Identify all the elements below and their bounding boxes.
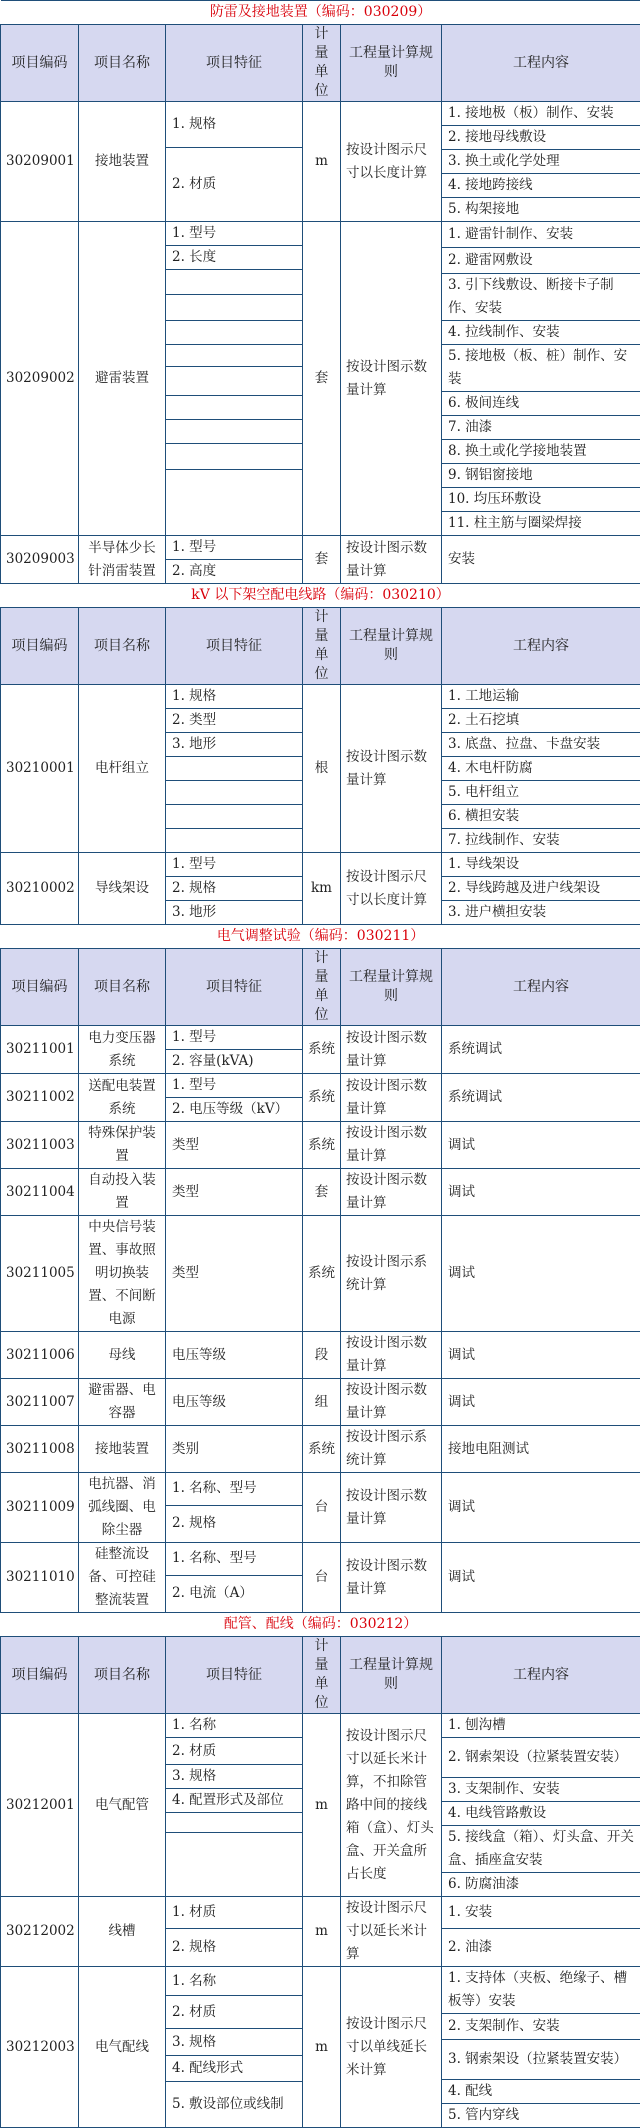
item-code: 30209001 xyxy=(1,102,79,222)
feature-cell xyxy=(166,270,303,295)
work-content-cell: 6. 极间连线 xyxy=(442,392,640,416)
work-content-cell: 4. 电线管路敷设 xyxy=(442,1802,640,1826)
table-row xyxy=(1,1216,640,1332)
item-rule: 按设计图示数量计算 xyxy=(341,1122,442,1169)
feature-cell xyxy=(166,396,303,420)
feature-cell xyxy=(166,1813,303,1833)
header-rule: 工程量计算规则 xyxy=(341,25,442,102)
item-code: 30211004 xyxy=(1,1169,79,1216)
work-content-cell: 9. 钢铝窗接地 xyxy=(442,464,640,488)
work-content-cell: 5. 接地极（板、桩）制作、安装 xyxy=(442,345,640,392)
feature-cell xyxy=(166,367,303,396)
work-content-cell: 1. 支持体（夹板、绝缘子、槽板等）安装 xyxy=(442,1967,640,2014)
feature-cell: 2. 材质 xyxy=(166,1996,303,2029)
feature-cell: 1. 型号 xyxy=(166,853,303,877)
feature-cell: 2. 长度 xyxy=(166,246,303,270)
item-unit: m xyxy=(303,1714,341,1897)
feature-cell: 2. 电流（A） xyxy=(166,1575,303,1613)
work-content-cell: 2. 避雷网敷设 xyxy=(442,248,640,274)
item-name: 避雷器、电容器 xyxy=(79,1379,166,1426)
work-content-cell: 2. 支架制作、安装 xyxy=(442,2014,640,2040)
table-row xyxy=(1,1074,640,1098)
work-content-cell: 6. 横担安装 xyxy=(442,805,640,829)
item-name: 电气配线 xyxy=(79,1967,166,2128)
table-row xyxy=(1,1169,640,1216)
item-code: 30209002 xyxy=(1,222,79,536)
feature-cell: 类别 xyxy=(166,1426,303,1473)
item-unit: m xyxy=(303,1897,341,1967)
item-code: 30210002 xyxy=(1,853,79,925)
item-rule: 按设计图示数量计算 xyxy=(341,1379,442,1426)
work-content-cell: 2. 土石挖填 xyxy=(442,709,640,733)
table-row xyxy=(1,1332,640,1379)
table-header-row xyxy=(1,608,640,685)
item-rule: 按设计图示数量计算 xyxy=(341,1543,442,1613)
item-name: 电力变压器系统 xyxy=(79,1026,166,1074)
feature-cell: 2. 规格 xyxy=(166,1928,303,1966)
item-name: 导线架设 xyxy=(79,853,166,925)
table-row xyxy=(1,1473,640,1506)
work-content-cell: 4. 配线 xyxy=(442,2080,640,2104)
header-name: 项目名称 xyxy=(79,1637,166,1714)
feature-cell: 类型 xyxy=(166,1169,303,1216)
item-code: 30210001 xyxy=(1,685,79,853)
table-header-row xyxy=(1,25,640,102)
item-rule: 按设计图示系统计算 xyxy=(341,1216,442,1332)
work-content-cell: 调试 xyxy=(442,1216,640,1332)
header-unit: 计量单位 xyxy=(303,25,341,102)
table-row xyxy=(1,1714,640,1738)
feature-cell: 2. 高度 xyxy=(166,560,303,584)
item-name: 母线 xyxy=(79,1332,166,1379)
header-features: 项目特征 xyxy=(166,949,303,1026)
feature-cell xyxy=(166,829,303,853)
table-header-row xyxy=(1,1637,640,1714)
item-code: 30211008 xyxy=(1,1426,79,1473)
feature-cell: 4. 配线形式 xyxy=(166,2056,303,2082)
header-name: 项目名称 xyxy=(79,25,166,102)
work-content-cell: 3. 进户横担安装 xyxy=(442,901,640,925)
item-unit: 台 xyxy=(303,1473,341,1543)
item-name: 自动投入装置 xyxy=(79,1169,166,1216)
work-content-cell: 4. 接地跨接线 xyxy=(442,174,640,198)
feature-cell: 类型 xyxy=(166,1122,303,1169)
item-unit: 系统 xyxy=(303,1026,341,1074)
feature-cell: 3. 规格 xyxy=(166,2029,303,2056)
work-content-cell: 2. 油漆 xyxy=(442,1928,640,1966)
table-row xyxy=(1,1967,640,1996)
item-rule: 按设计图示尺寸以延长米计算，不扣除管路中间的接线箱（盒）、灯头盒、开关盒所占长度 xyxy=(341,1714,442,1897)
work-content-cell: 调试 xyxy=(442,1332,640,1379)
item-rule: 按设计图示数量计算 xyxy=(341,1332,442,1379)
feature-cell: 电压等级 xyxy=(166,1379,303,1426)
work-content-cell: 接地电阻测试 xyxy=(442,1426,640,1473)
header-code: 项目编码 xyxy=(1,949,79,1026)
work-content-cell: 4. 木电杆防腐 xyxy=(442,757,640,781)
header-rule: 工程量计算规则 xyxy=(341,949,442,1026)
feature-cell: 2. 容量(kVA) xyxy=(166,1050,303,1074)
item-unit: 套 xyxy=(303,536,341,584)
table-row xyxy=(1,1026,640,1050)
item-rule: 按设计图示尺寸以长度计算 xyxy=(341,853,442,925)
feature-cell: 3. 规格 xyxy=(166,1765,303,1789)
item-name: 线槽 xyxy=(79,1897,166,1967)
feature-cell: 2. 规格 xyxy=(166,877,303,901)
item-rule: 按设计图示数量计算 xyxy=(341,1169,442,1216)
item-code: 30211010 xyxy=(1,1543,79,1613)
work-content-cell: 1. 工地运输 xyxy=(442,685,640,709)
item-code: 30211003 xyxy=(1,1122,79,1169)
item-rule: 按设计图示数量计算 xyxy=(341,222,442,536)
item-unit: 台 xyxy=(303,1543,341,1613)
work-content-cell: 8. 换土或化学接地装置 xyxy=(442,440,640,464)
work-content-cell: 4. 拉线制作、安装 xyxy=(442,321,640,345)
item-name: 中央信号装置、事故照明切换装置、不间断电源 xyxy=(79,1216,166,1332)
feature-cell: 1. 型号 xyxy=(166,536,303,560)
item-name: 送配电装置系统 xyxy=(79,1074,166,1122)
table-row xyxy=(1,536,640,560)
feature-cell: 2. 规格 xyxy=(166,1505,303,1543)
work-content-cell: 调试 xyxy=(442,1543,640,1613)
section-title-row xyxy=(1,1,640,25)
feature-cell: 2. 材质 xyxy=(166,148,303,222)
header-name: 项目名称 xyxy=(79,608,166,685)
item-code: 30211001 xyxy=(1,1026,79,1074)
feature-cell xyxy=(166,345,303,367)
feature-cell: 1. 型号 xyxy=(166,1026,303,1050)
table-row xyxy=(1,1897,640,1929)
feature-cell xyxy=(166,321,303,345)
feature-cell xyxy=(166,295,303,321)
feature-cell: 1. 规格 xyxy=(166,102,303,148)
item-code: 30211006 xyxy=(1,1332,79,1379)
table-row xyxy=(1,853,640,877)
header-unit: 计量单位 xyxy=(303,949,341,1026)
header-rule: 工程量计算规则 xyxy=(341,1637,442,1714)
item-code: 30211002 xyxy=(1,1074,79,1122)
work-content-cell: 3. 支架制作、安装 xyxy=(442,1778,640,1802)
feature-cell xyxy=(166,444,303,470)
work-content-cell: 5. 管内穿线 xyxy=(442,2104,640,2128)
work-content-cell: 调试 xyxy=(442,1122,640,1169)
item-unit: 套 xyxy=(303,1169,341,1216)
header-work: 工程内容 xyxy=(442,1637,640,1714)
work-content-cell: 1. 导线架设 xyxy=(442,853,640,877)
item-name: 硅整流设备、可控硅整流装置 xyxy=(79,1543,166,1613)
header-work: 工程内容 xyxy=(442,608,640,685)
item-rule: 按设计图示数量计算 xyxy=(341,1074,442,1122)
header-work: 工程内容 xyxy=(442,25,640,102)
work-content-cell: 10. 均压环敷设 xyxy=(442,488,640,512)
work-content-cell: 11. 柱主筋与圈梁焊接 xyxy=(442,512,640,536)
work-content-cell: 2. 钢索架设（拉紧装置安装） xyxy=(442,1738,640,1778)
work-content-cell: 调试 xyxy=(442,1379,640,1426)
work-content-cell: 7. 油漆 xyxy=(442,416,640,440)
header-code: 项目编码 xyxy=(1,25,79,102)
feature-cell: 电压等级 xyxy=(166,1332,303,1379)
section-title: 配管、配线（编码：030212） xyxy=(1,1613,640,1637)
work-content-cell: 5. 电杆组立 xyxy=(442,781,640,805)
item-code: 30212001 xyxy=(1,1714,79,1897)
header-name: 项目名称 xyxy=(79,949,166,1026)
item-name: 接地装置 xyxy=(79,1426,166,1473)
item-rule: 按设计图示尺寸以延长米计算 xyxy=(341,1897,442,1967)
item-rule: 按设计图示系统计算 xyxy=(341,1426,442,1473)
feature-cell: 1. 型号 xyxy=(166,222,303,246)
section-title-row xyxy=(1,584,640,608)
item-name: 特殊保护装置 xyxy=(79,1122,166,1169)
feature-cell: 2. 电压等级（kV） xyxy=(166,1098,303,1122)
work-content-cell: 2. 导线跨越及进户线架设 xyxy=(442,877,640,901)
feature-cell: 2. 类型 xyxy=(166,709,303,733)
header-work: 工程内容 xyxy=(442,949,640,1026)
feature-cell: 类型 xyxy=(166,1216,303,1332)
table-row xyxy=(1,222,640,246)
section-title: 防雷及接地装置（编码：030209） xyxy=(1,1,640,25)
feature-cell: 4. 配置形式及部位 xyxy=(166,1789,303,1813)
section-title-row xyxy=(1,1613,640,1637)
work-content-cell: 3. 引下线敷设、断接卡子制作、安装 xyxy=(442,274,640,321)
feature-cell: 3. 地形 xyxy=(166,733,303,757)
item-unit: 段 xyxy=(303,1332,341,1379)
work-content-cell: 系统调试 xyxy=(442,1026,640,1074)
table-row xyxy=(1,1543,640,1576)
item-rule: 按设计图示数量计算 xyxy=(341,1026,442,1074)
table-row xyxy=(1,1426,640,1473)
work-content-cell: 6. 防腐油漆 xyxy=(442,1873,640,1897)
work-content-cell: 5. 接线盒（箱）、灯头盒、开关盒、插座盒安装 xyxy=(442,1826,640,1873)
table-row xyxy=(1,102,640,126)
item-code: 30211009 xyxy=(1,1473,79,1543)
item-unit: m xyxy=(303,102,341,222)
section-title-row xyxy=(1,925,640,949)
feature-cell: 1. 名称、型号 xyxy=(166,1543,303,1576)
work-content-cell: 7. 拉线制作、安装 xyxy=(442,829,640,853)
feature-cell xyxy=(166,805,303,829)
header-code: 项目编码 xyxy=(1,1637,79,1714)
item-name: 电杆组立 xyxy=(79,685,166,853)
item-name: 电气配管 xyxy=(79,1714,166,1897)
header-rule: 工程量计算规则 xyxy=(341,608,442,685)
item-unit: 套 xyxy=(303,222,341,536)
table-header-row xyxy=(1,949,640,1026)
item-unit: 系统 xyxy=(303,1426,341,1473)
item-unit: 根 xyxy=(303,685,341,853)
item-name: 避雷装置 xyxy=(79,222,166,536)
feature-cell: 1. 名称、型号 xyxy=(166,1473,303,1506)
feature-cell xyxy=(166,1833,303,1897)
feature-cell: 1. 材质 xyxy=(166,1897,303,1929)
feature-cell: 2. 材质 xyxy=(166,1738,303,1765)
header-code: 项目编码 xyxy=(1,608,79,685)
table-row xyxy=(1,685,640,709)
item-name: 半导体少长针消雷装置 xyxy=(79,536,166,584)
item-rule: 按设计图示数量计算 xyxy=(341,536,442,584)
item-code: 30209003 xyxy=(1,536,79,584)
item-unit: 组 xyxy=(303,1379,341,1426)
header-features: 项目特征 xyxy=(166,1637,303,1714)
section-title: kV 以下架空配电线路（编码：030210） xyxy=(1,584,640,608)
item-rule: 按设计图示数量计算 xyxy=(341,1473,442,1543)
item-code: 30212003 xyxy=(1,1967,79,2128)
work-content-cell: 1. 接地极（板）制作、安装 xyxy=(442,102,640,126)
work-content-cell: 3. 换土或化学处理 xyxy=(442,150,640,174)
item-code: 30212002 xyxy=(1,1897,79,1967)
header-unit: 计量单位 xyxy=(303,1637,341,1714)
item-unit: 系统 xyxy=(303,1216,341,1332)
feature-cell xyxy=(166,470,303,536)
feature-cell xyxy=(166,781,303,805)
feature-cell xyxy=(166,757,303,781)
item-name: 接地装置 xyxy=(79,102,166,222)
work-content-cell: 安装 xyxy=(442,536,640,584)
feature-cell: 1. 名称 xyxy=(166,1714,303,1738)
table-row xyxy=(1,1122,640,1169)
item-unit: m xyxy=(303,1967,341,2128)
feature-cell: 1. 名称 xyxy=(166,1967,303,1996)
item-code: 30211005 xyxy=(1,1216,79,1332)
feature-cell: 5. 敷设部位或线制 xyxy=(166,2082,303,2128)
header-unit: 计量单位 xyxy=(303,608,341,685)
work-content-cell: 3. 钢索架设（拉紧装置安装） xyxy=(442,2040,640,2080)
work-content-cell: 5. 构架接地 xyxy=(442,198,640,222)
item-name: 电抗器、消弧线圈、电除尘器 xyxy=(79,1473,166,1543)
item-unit: 系统 xyxy=(303,1122,341,1169)
work-content-cell: 调试 xyxy=(442,1169,640,1216)
item-rule: 按设计图示尺寸以单线延长米计算 xyxy=(341,1967,442,2128)
item-unit: 系统 xyxy=(303,1074,341,1122)
section-title: 电气调整试验（编码：030211） xyxy=(1,925,640,949)
header-features: 项目特征 xyxy=(166,608,303,685)
feature-cell xyxy=(166,420,303,444)
feature-cell: 3. 地形 xyxy=(166,901,303,925)
item-rule: 按设计图示数量计算 xyxy=(341,685,442,853)
item-unit: km xyxy=(303,853,341,925)
work-content-cell: 3. 底盘、拉盘、卡盘安装 xyxy=(442,733,640,757)
header-features: 项目特征 xyxy=(166,25,303,102)
work-content-cell: 1. 避雷针制作、安装 xyxy=(442,222,640,248)
work-content-cell: 1. 刨沟槽 xyxy=(442,1714,640,1738)
work-content-cell: 2. 接地母线敷设 xyxy=(442,126,640,150)
table-row xyxy=(1,1379,640,1426)
work-content-cell: 1. 安装 xyxy=(442,1897,640,1929)
feature-cell: 1. 规格 xyxy=(166,685,303,709)
work-content-cell: 调试 xyxy=(442,1473,640,1543)
feature-cell: 1. 型号 xyxy=(166,1074,303,1098)
item-rule: 按设计图示尺寸以长度计算 xyxy=(341,102,442,222)
work-content-cell: 系统调试 xyxy=(442,1074,640,1122)
item-code: 30211007 xyxy=(1,1379,79,1426)
